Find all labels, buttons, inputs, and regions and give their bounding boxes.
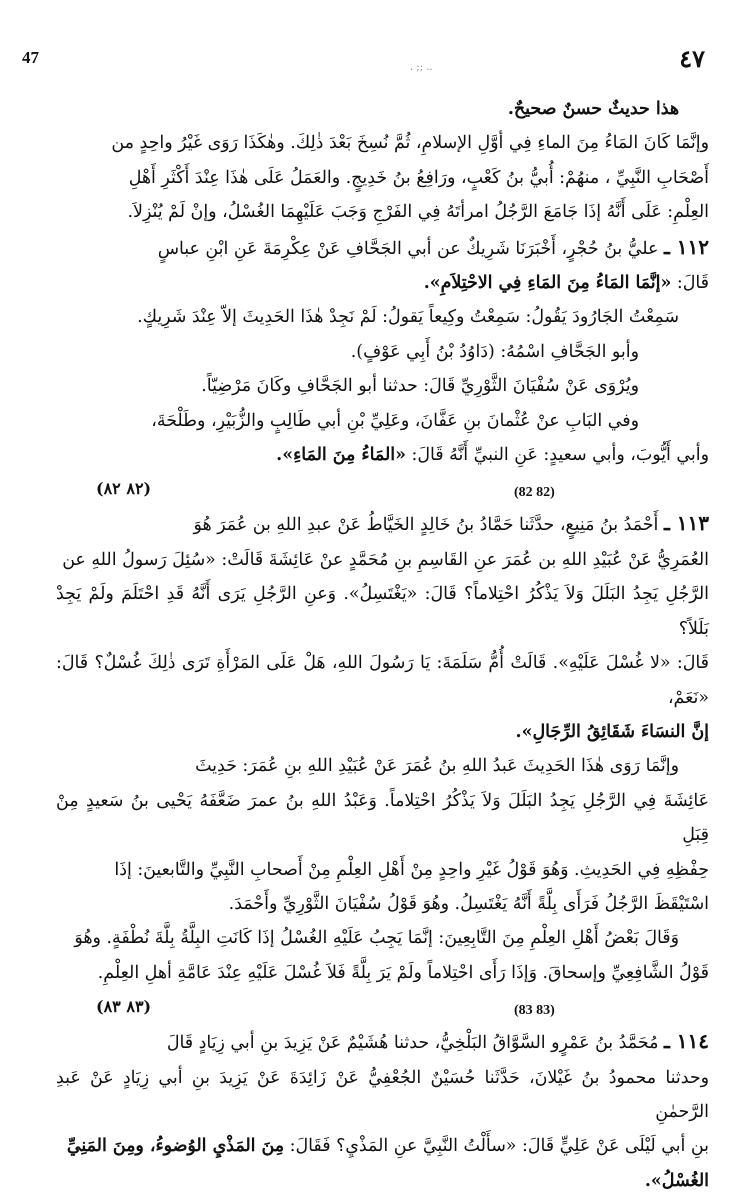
hadith-114	[56, 1024, 709, 1060]
header-mark: . ;; ..	[410, 62, 433, 73]
text-line: اسْتَيْقَظَ الرَّجُلُ فَرَأَى بِلَّةً أَنَّهُ يَغْتَسِلُ. وهُوَ قَوْلُ سُفْيَانَ الثَّوْرِيِّ وأَحْمَدَ.	[228, 893, 709, 914]
text-line: وفي البَابِ عنْ عُثْمانَ بنِ عَفَّانَ، وعَلِيِّ بْنِ أبي طَالِبٍ والزُّبَيْرِ، وطَلْحَةَ،	[151, 410, 639, 431]
text-line: ويُرْوَى عَنْ سُفْيَانَ الثَّوْرِيِّ قَالَ: حدثنا أبو الجَحَّافِ وكَانَ مَرْضِيّاً.	[201, 376, 639, 397]
ref-latin	[514, 994, 555, 1028]
text-line	[56, 1129, 709, 1163]
text-line: وَقَالَ بَعْضُ أَهْلِ العِلْمِ مِنَ التَّابِعِينَ: إنَّمَا يَجِبُ عَلَيْهِ الغُسْلُ إذَا كَانَتِ البِلَّةُ بِلَّةَ نُطْفَةٍ. وهُوَ	[74, 928, 679, 949]
hadith-number: ١١٤ ـ	[663, 1029, 709, 1054]
isnad: مُحَمَّدُ بنُ عَمْرٍو السَّوَّاقُ البَلْخِيُّ، حدثنا هُشَيْمٌ عَنْ يَزِيدَ بنِ أبي زِيَادٍ قَالَ	[166, 1033, 659, 1054]
text-line: وإنَّمَا كَانَ المَاءُ مِنَ الماءِ فِي أوَّلِ الإسلامِ، ثُمَّ نُسِخَ بَعْدَ ذٰلِكَ. وهٰكَذَا رَوَى غَيْرُ واحِدٍ من	[111, 133, 709, 154]
text-line: الغُسْلُ».	[644, 1170, 709, 1191]
hadith-text	[56, 92, 709, 1198]
text-span: بنِ أبي لَيْلَى عَنْ عَلِيٍّ قَالَ: «سأَلْتُ النَّبِيَّ عنِ المَذْيِ؟ فَقَالَ:	[289, 1136, 709, 1157]
text-line	[56, 266, 709, 300]
hadith-112	[56, 230, 709, 266]
ref-arabic: (٨٣ ٨٣)	[96, 997, 152, 1017]
text-line: وحدثنا محمودُ بنُ غَيْلانَ، حَدَّثَنا حُسَيْنٌ الجُعْفِيُّ عَنْ زَائِدَةَ عَنْ يَزِيدَ بنِ أبي زِيَادٍ عَنْ عَبدِ الرَّحمٰنِ	[56, 1067, 709, 1122]
matn: «إنَّمَا المَاءُ مِنَ المَاءِ فِي الاحْتِلاَمِ».	[423, 273, 672, 294]
text-line: حِفْظِهِ فِي الحَدِيثِ. وَهُوَ قَوْلُ غَيْرِ واحِدٍ مِنْ أَهْلِ العِلْمِ مِنْ أَصحابِ النَّبِيِّ والتَّابعينَ: إذَا	[114, 859, 709, 880]
text-line: وإنَّمَا رَوَى هٰذَا الحَدِيثَ عَبدُ اللهِ بنُ عُمَرَ عَنْ عُبَيْدِ اللهِ بنِ عُمَرَ: حَدِيثَ	[195, 756, 679, 777]
ref-arabic: (٨٢ ٨٢)	[96, 479, 152, 499]
text-line: وأبو الجَحَّافِ اسْمُهُ: (دَاوُدُ بْنُ أَبِي عَوْفٍ).	[350, 341, 639, 362]
text-line: أَصْحَابِ النَّبِيِّ ، منهُمْ: أُبيُّ بنُ كَعْبٍ، ورَافِعُ بنُ خَدِيجٍ. والعَمَلُ عَلَى هٰذَا عِنْدَ أَكْثَرِ أَهْلِ	[128, 167, 709, 188]
ref-latin: (82 82)	[514, 485, 555, 501]
text-span: قَالَ:	[676, 273, 709, 294]
text-span: وأبي أَيُّوبَ، وأبي سعيدٍ: عَنِ النبيِّ أَنَّهُ قَالَ:	[411, 445, 709, 466]
text-line	[56, 438, 709, 472]
isnad: أَحْمَدُ بنُ مَنِيعٍ، حدَّثَنا حَمَّادُ بنُ خَالِدٍ الخَيَّاطُ عَنْ عبدِ اللهِ بن عُمَرَ هُوَ	[193, 515, 659, 536]
text-line: الرَّجُلِ يَجِدُ البَلَلَ وَلاَ يَذْكُرُ احْتِلاماً؟ قَالَ: «يَغْتَسِلُ». وَعنِ الرَّجُلِ يَرَى أَنَّهُ قَدِ احْتَلَمَ ولَمْ يَجِدْ بَلَلاً؟	[56, 584, 709, 639]
matn: «المَاءُ مِنَ المَاءِ».	[276, 445, 406, 466]
grading-line: هذا حديثٌ حسنٌ صحيحٌ.	[507, 99, 679, 119]
text-line: إنَّ النسَاءَ شَقَائِقُ الرِّجَالِ».	[515, 721, 709, 742]
cross-reference	[56, 472, 709, 506]
page-number-arabic: ٤٧	[679, 44, 705, 73]
cross-reference	[56, 990, 709, 1024]
page-number-latin: 47	[22, 48, 39, 67]
hadith-number: ١١٣ ـ	[663, 511, 709, 536]
matn: مِنَ المَذْيِ الوُضوءُ، ومِنَ المَنِيِّ	[66, 1136, 285, 1157]
hadith-113	[56, 506, 709, 542]
isnad: عليُّ بنُ حُجْرٍ، أَخْبَرَنَا شَرِيكٌ عن أبي الجَحَّافِ عَنْ عِكْرِمَةَ عَنِ ابْنِ عباسٍ	[157, 238, 659, 259]
text-line: سَمِعْتُ الجَارُودَ يَقُولُ: سَمِعْتُ وكِيعاً يَقولُ: لَمْ نَجِدْ هٰذَا الحَدِيثَ إلاّ عِنْدَ شَرِيكٍ.	[137, 307, 679, 328]
text-line: قَالَ: «لا غُسْلَ عَلَيْهِ». قَالَتْ أُمُّ سَلَمَةَ: يَا رَسُولَ اللهِ، هَلْ عَلَى المَرْأَةِ تَرَى ذٰلِكَ غُسْلٌ؟ قَالَ: «نَعَمْ،	[56, 653, 709, 708]
ref-latin-b: 83)	[536, 1003, 555, 1019]
text-line: عَائِشَةَ فِي الرَّجُلِ يَجِدُ البَلَلَ وَلاَ يَذْكُرُ احْتِلاماً. وَعَبْدُ اللهِ بنُ عمرَ ضَعَّفَهُ يَحْيى بنُ سَعيدٍ مِنْ قِبَلِ	[56, 790, 709, 846]
text-line: قَوْلُ الشَّافِعِيِّ وإسحاقَ. وَإذَا رَأَى احْتِلاماً ولَمْ يَرَ بِلَّةً فَلاَ غُسْلَ عَلَيْهِ عِنْدَ عَامَّةِ أهلِ العِلْمِ.	[97, 962, 709, 983]
ref-latin-a: (83	[514, 1003, 533, 1019]
hadith-number: ١١٢ ـ	[663, 234, 709, 259]
text-line: العِلْمِ: عَلَى أَنَّهُ إذَا جَامَعَ الرَّجُلُ امرأتَهُ فِي الفَرْجِ وَجَبَ عَلَيْهِمَا الغُسْلُ، وإنْ لَمْ يُنْزِلاَ.	[127, 202, 709, 223]
text-line: العُمَرِيُّ عَنْ عُبَيْدِ اللهِ بن عُمَرَ عنِ القَاسِمِ بنِ مُحَمَّدٍ عنْ عَائِشَةَ قَالَتْ: «سُئِلَ رَسولُ اللهِ عن	[62, 549, 709, 570]
